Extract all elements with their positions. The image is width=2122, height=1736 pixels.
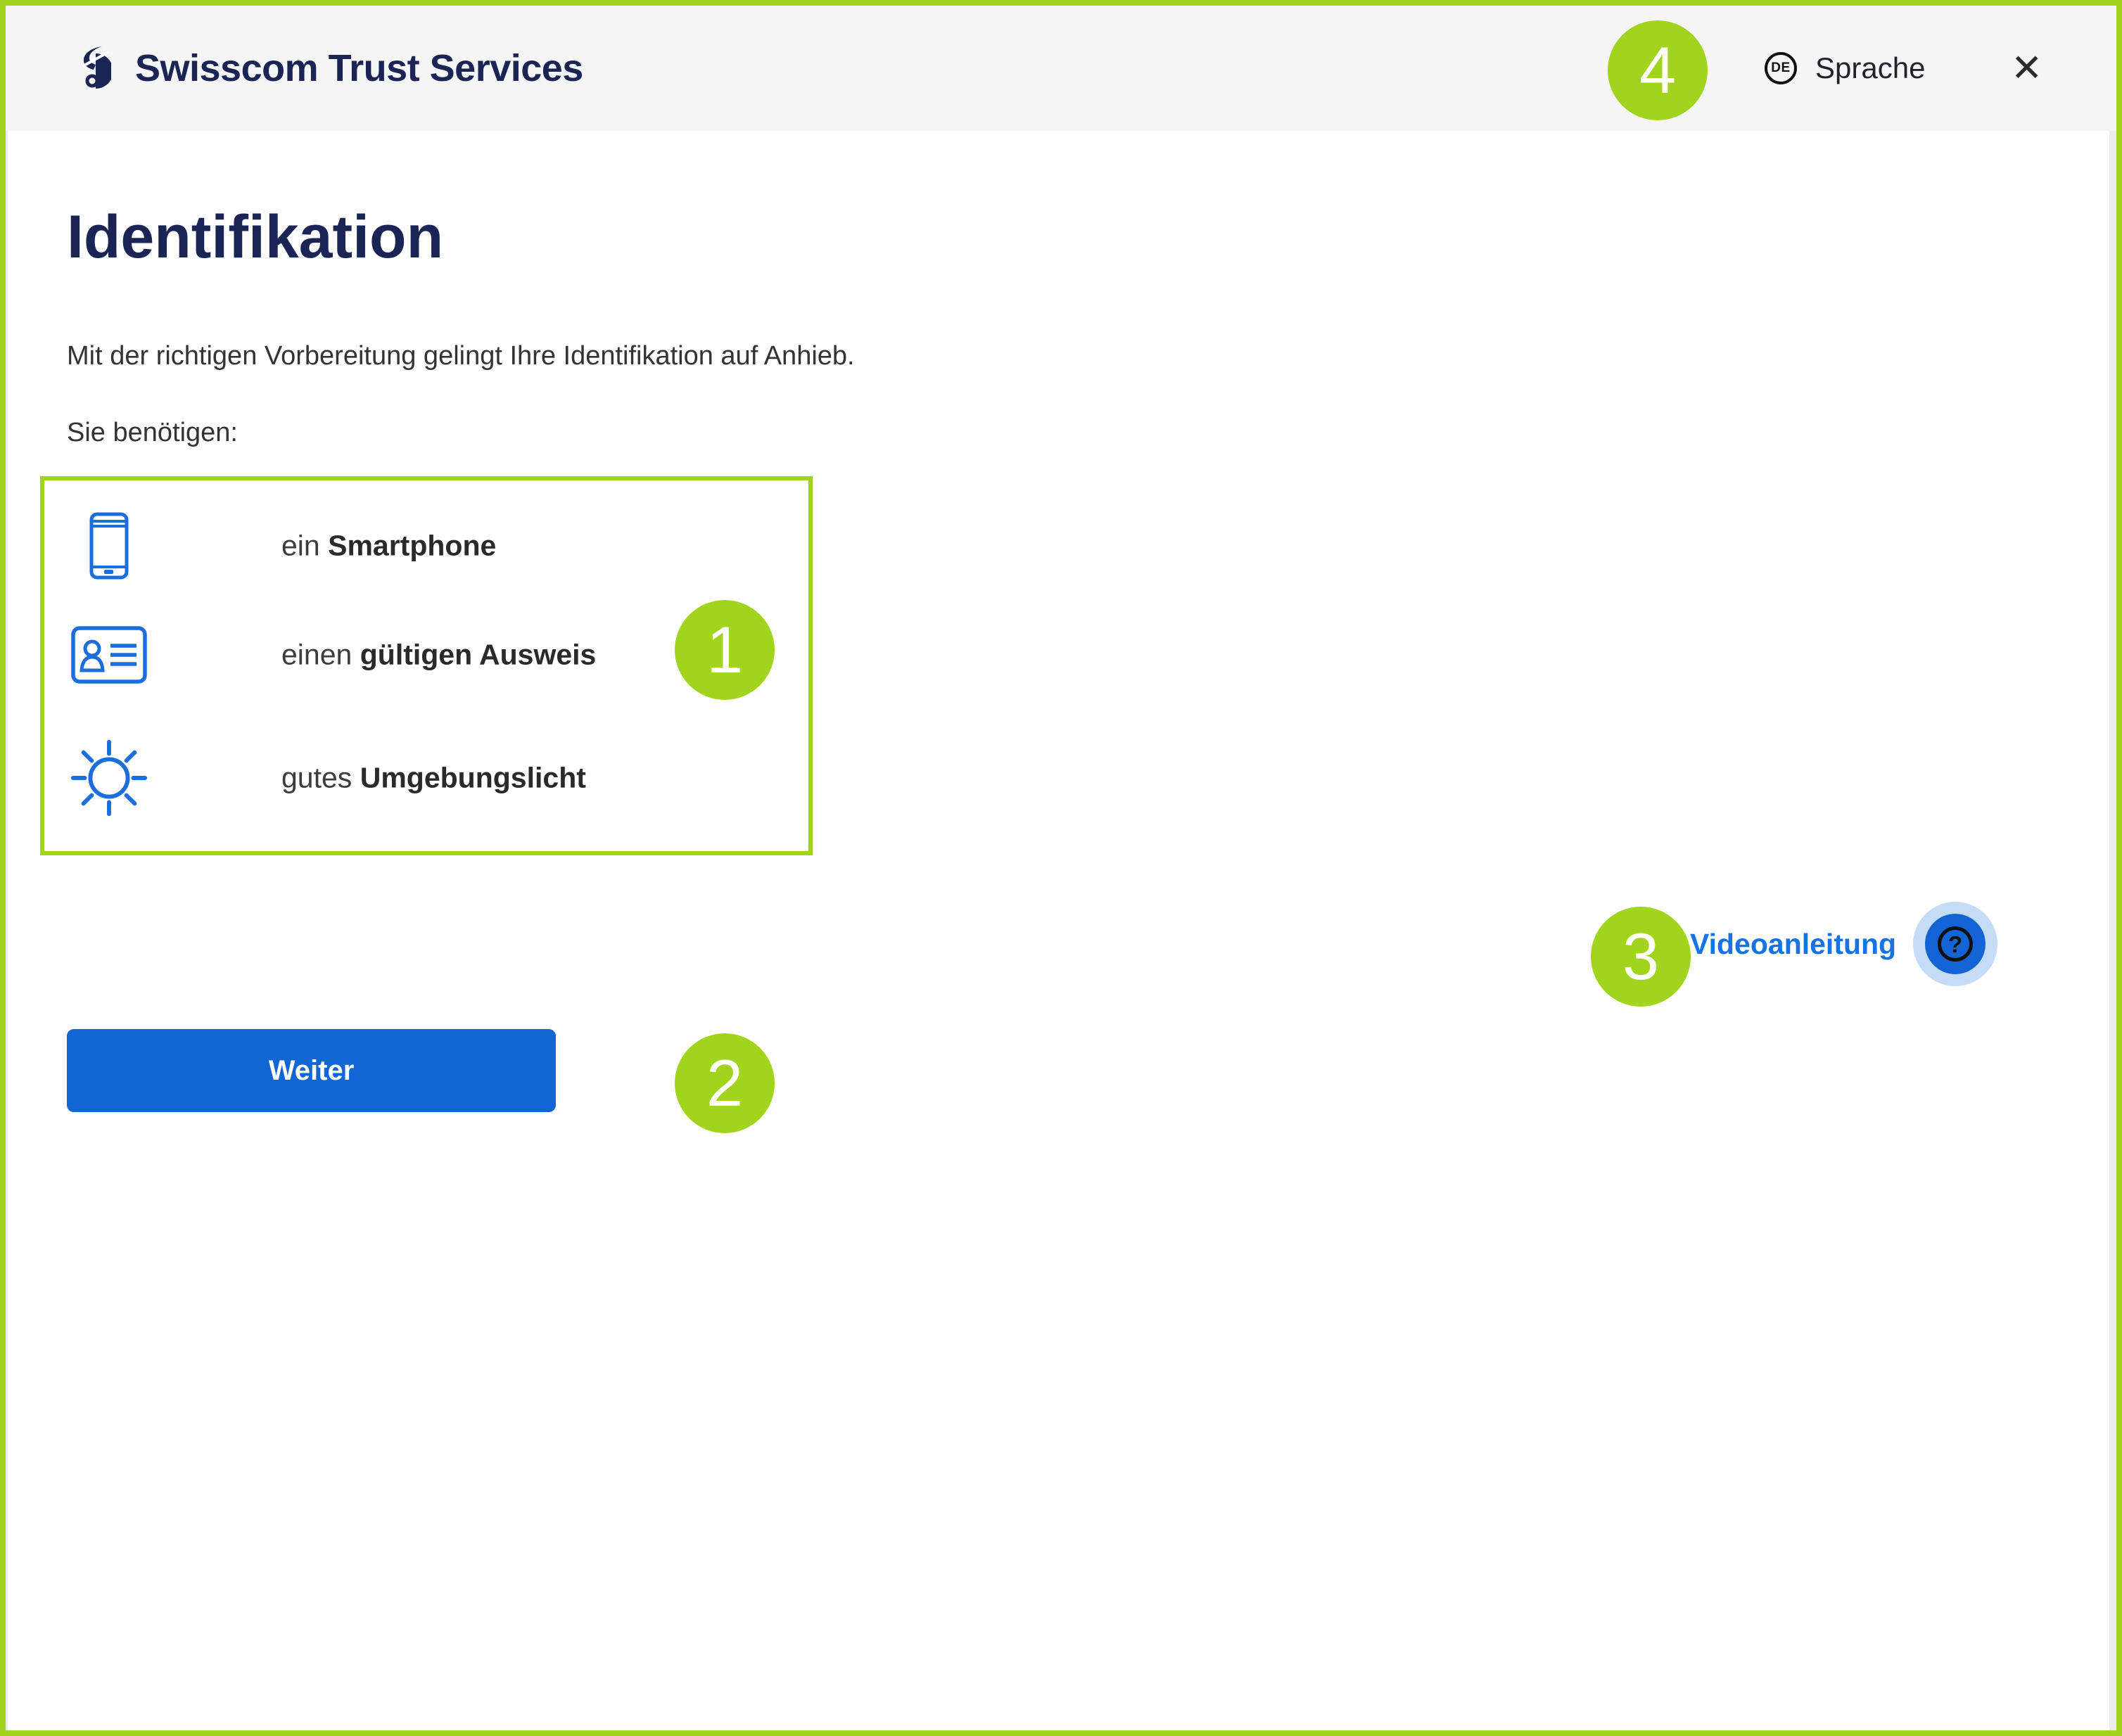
- id-card-icon: [71, 626, 147, 684]
- language-de-icon: DE: [1765, 52, 1797, 84]
- close-button[interactable]: [2008, 46, 2045, 90]
- needs-label: Sie benötigen:: [67, 418, 238, 447]
- help-icon: ?: [1925, 914, 1986, 974]
- requirement-light: [44, 732, 808, 824]
- header-bar: [6, 6, 2116, 131]
- swisscom-logo-icon: [79, 45, 111, 91]
- close-icon: ✕: [2011, 47, 2043, 89]
- requirement-text: einen gültigen Ausweis: [281, 638, 597, 671]
- sun-icon: [68, 736, 151, 819]
- brand-title: Swisscom Trust Services: [135, 47, 583, 89]
- annotation-badge-4: 4: [1608, 20, 1708, 120]
- scrollbar-track[interactable]: [2109, 131, 2116, 1730]
- annotation-badge-2: 2: [675, 1033, 775, 1133]
- language-button[interactable]: [1765, 6, 1925, 131]
- smartphone-icon: [89, 512, 129, 580]
- annotation-badge-1: 1: [675, 600, 775, 700]
- language-label: Sprache: [1815, 51, 1926, 84]
- help-button[interactable]: [1913, 902, 1997, 986]
- video-guide-row: [1690, 902, 1997, 986]
- requirement-smartphone: [44, 500, 808, 592]
- content-left-edge: [6, 131, 8, 1730]
- requirement-text: ein Smartphone: [281, 529, 497, 562]
- continue-button[interactable]: Weiter: [67, 1029, 556, 1112]
- annotation-badge-3: 3: [1591, 907, 1691, 1007]
- page-title: Identifikation: [67, 203, 444, 271]
- video-guide-link[interactable]: Videoanleitung: [1690, 927, 1897, 960]
- requirement-text: gutes Umgebungslicht: [281, 761, 586, 794]
- intro-text: Mit der richtigen Vorbereitung gelingt Ihre Identifikation auf Anhieb.: [67, 341, 855, 371]
